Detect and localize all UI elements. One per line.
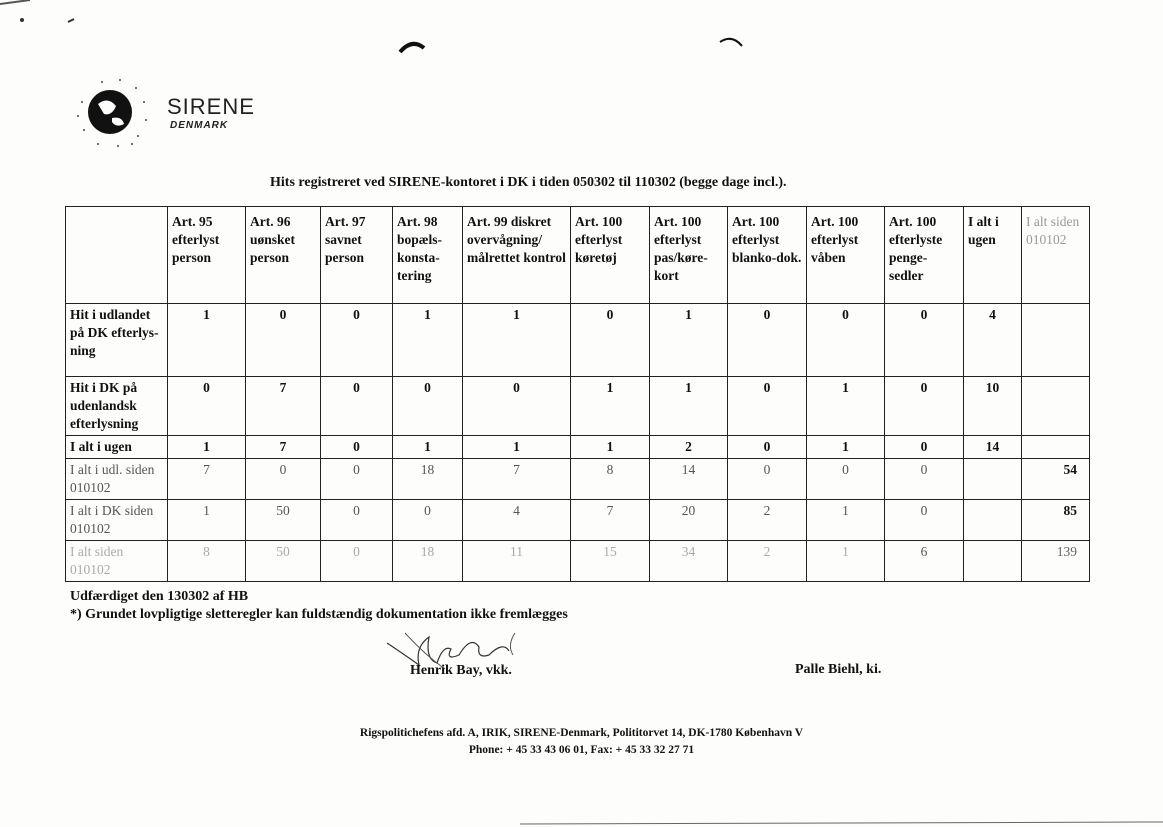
table-cell: 1 [650,377,728,436]
table-cell: 0 [885,377,964,436]
table-cell: 1 [650,304,728,377]
logo-subtitle: DENMARK [170,120,229,131]
table-row [66,304,1090,377]
row-label: Hit i udlandet på DK efterlys-ning [66,304,168,377]
signature-name-right: Palle Biehl, ki. [795,662,882,677]
table-cell [1022,377,1090,436]
table-cell: 6 [885,541,964,582]
table-row [66,377,1090,436]
table-cell: 50 [246,541,321,582]
footer-contact: Phone: + 45 33 43 06 01, Fax: + 45 33 32 27 71 [468,744,695,756]
table-cell: 34 [650,541,728,582]
header-cell-empty [66,207,168,304]
table-cell [1022,304,1090,377]
table-cell: 18 [393,459,463,500]
table-cell: 1 [393,304,463,377]
header-total-since: I alt siden 010102 [1022,207,1090,304]
table-cell: 8 [571,459,650,500]
document-title: Hits registreret ved SIRENE-kontoret i DK i tiden 050302 til 110302 (begge dage incl.). [270,175,787,190]
row-label: I alt i DK siden 010102 [66,500,168,541]
table-cell: 85 [1022,500,1090,541]
table-cell: 0 [393,500,463,541]
table-cell: 2 [650,436,728,459]
table-cell: 0 [807,459,885,500]
table-cell: 1 [463,304,571,377]
table-cell: 0 [321,436,393,459]
table-cell: 0 [728,459,807,500]
header-art100-vaben: Art. 100 efterlyst våben [807,207,885,304]
row-label: Hit i DK på udenlandsk efterlysning [66,377,168,436]
table-cell: 1 [168,304,246,377]
sirene-logo [72,72,255,152]
table-cell: 15 [571,541,650,582]
table-cell: 0 [321,377,393,436]
table-row [66,541,1090,582]
table-cell: 1 [807,377,885,436]
table-cell: 1 [168,436,246,459]
table-cell [964,500,1022,541]
table-cell: 0 [728,377,807,436]
header-art100-pas: Art. 100 efterlyst pas/køre-kort [650,207,728,304]
signature-name-left: Henrik Bay, vkk. [410,663,512,678]
row-label: I alt siden 010102 [66,541,168,582]
globe-icon [72,72,162,152]
table-cell: 7 [246,377,321,436]
table-row [66,459,1090,500]
table-cell: 0 [321,304,393,377]
table-cell: 50 [246,500,321,541]
table-cell: 0 [393,377,463,436]
prepared-note: Udfærdiget den 130302 af HB [70,589,249,604]
table-cell: 1 [807,436,885,459]
table-cell: 14 [650,459,728,500]
footer-address: Rigspolitichefens afd. A, IRIK, SIRENE-Denmark, Polititorvet 14, DK-1780 København V [359,727,804,739]
table-cell: 0 [728,304,807,377]
header-row [66,207,1090,304]
row-label: I alt i ugen [66,436,168,459]
table-cell: 0 [885,500,964,541]
table-cell: 18 [393,541,463,582]
table-cell [1022,436,1090,459]
table-cell: 0 [807,304,885,377]
table-cell: 7 [571,500,650,541]
table-cell: 1 [571,436,650,459]
hits-table [65,206,1090,582]
header-art98: Art. 98 bopæls-konsta-tering [393,207,463,304]
table-cell: 7 [168,459,246,500]
table-cell: 0 [571,304,650,377]
table-cell [964,459,1022,500]
table-cell: 1 [571,377,650,436]
table-cell: 8 [168,541,246,582]
scan-edge-line [0,812,1163,827]
header-art100-koretoj: Art. 100 efterlyst køretøj [571,207,650,304]
table-cell [964,541,1022,582]
table-cell: 0 [885,304,964,377]
header-art96: Art. 96 uønsket person [246,207,321,304]
table-cell: 10 [964,377,1022,436]
table-cell: 4 [463,500,571,541]
table-cell: 0 [321,500,393,541]
header-art100-blanko: Art. 100 efterlyst blanko-dok. [728,207,807,304]
table-cell: 14 [964,436,1022,459]
row-label: I alt i udl. siden 010102 [66,459,168,500]
table-cell: 7 [246,436,321,459]
table-cell: 1 [393,436,463,459]
table-cell: 0 [463,377,571,436]
table-cell: 1 [807,541,885,582]
table-cell: 2 [728,500,807,541]
table-cell: 0 [885,459,964,500]
table-cell: 0 [728,436,807,459]
header-art97: Art. 97 savnet person [321,207,393,304]
table-cell: 1 [463,436,571,459]
table-cell: 0 [168,377,246,436]
header-total-week: I alt i ugen [964,207,1022,304]
table-cell: 1 [807,500,885,541]
table-cell: 0 [321,541,393,582]
table-cell: 139 [1022,541,1090,582]
table-cell: 0 [246,459,321,500]
table-cell: 11 [463,541,571,582]
table-cell: 54 [1022,459,1090,500]
table-cell: 1 [168,500,246,541]
deletion-note: *) Grundet lovpligtige sletteregler kan fuldstændig dokumentation ikke fremlægges [70,607,568,622]
table-cell: 2 [728,541,807,582]
table-row [66,436,1090,459]
table-cell: 4 [964,304,1022,377]
header-art99: Art. 99 diskret overvågning/ målrettet kontrol [463,207,571,304]
header-art100-pengesedler: Art. 100 efterlyste penge-sedler [885,207,964,304]
header-art95: Art. 95 efterlyst person [168,207,246,304]
table-cell: 0 [246,304,321,377]
table-cell: 0 [321,459,393,500]
table-cell: 7 [463,459,571,500]
table-cell: 0 [885,436,964,459]
logo-wordmark: SIRENE [167,94,255,119]
scan-mark [0,0,1163,60]
table-row [66,500,1090,541]
table-cell: 20 [650,500,728,541]
